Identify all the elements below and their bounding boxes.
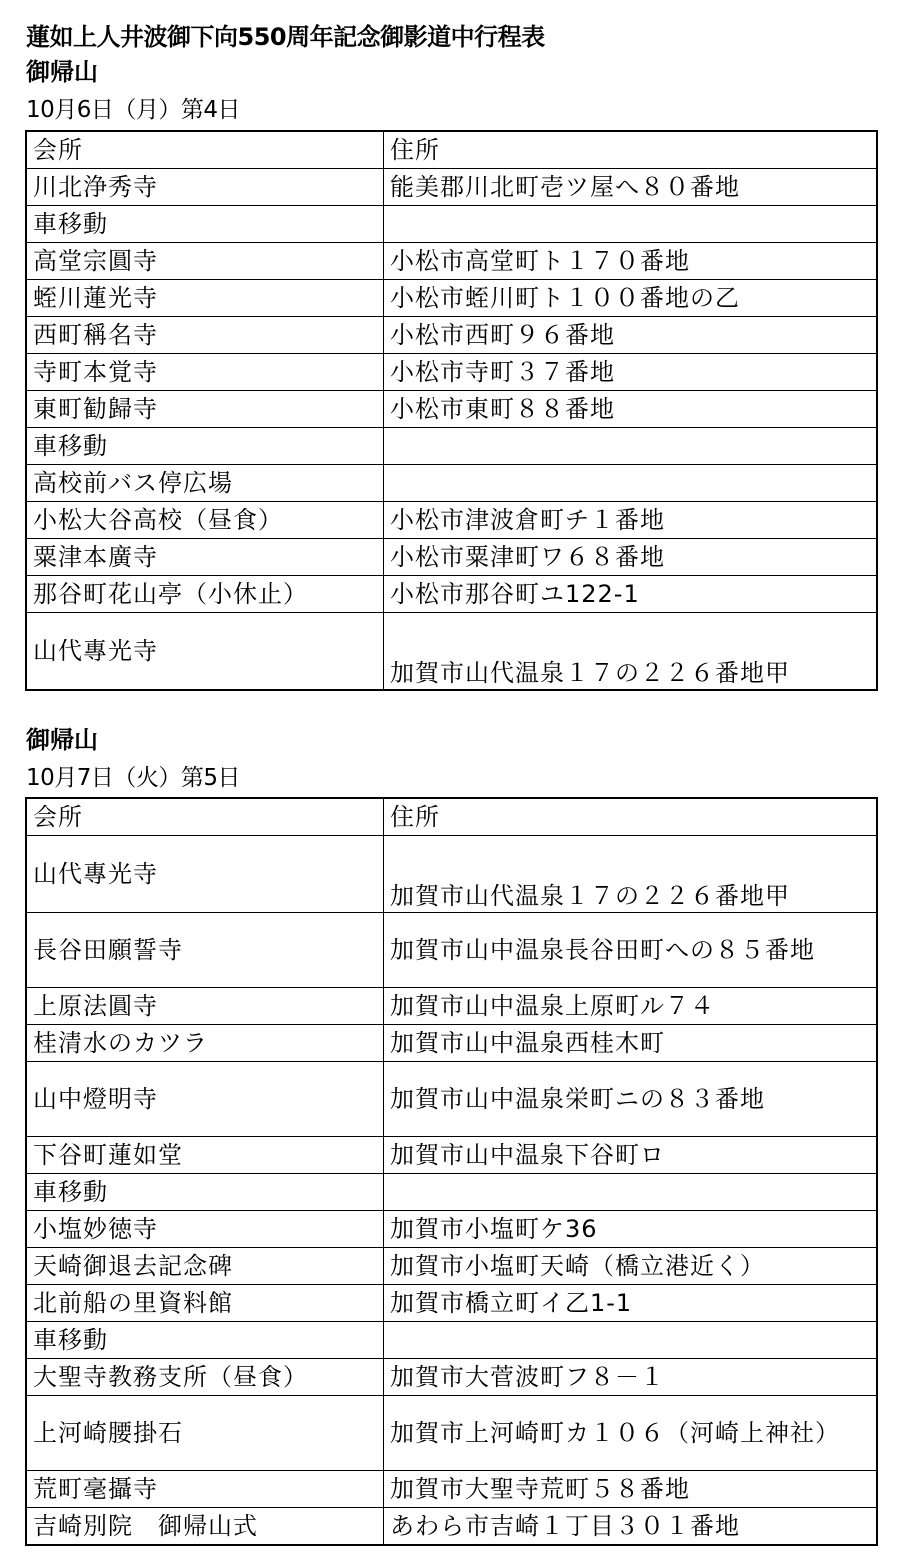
table-row [26,169,877,206]
address-cell: 小松市東町８８番地 [384,391,878,428]
table-row [26,988,877,1025]
table-row [26,1025,877,1062]
address-cell: 加賀市小塩町ケ36 [384,1211,878,1248]
table-header-row [26,131,877,169]
table-row [26,836,877,913]
venue-cell: 西町稱名寺 [26,317,384,354]
venue-cell: 車移動 [26,1322,384,1359]
address-cell: 加賀市山代温泉１７の２２６番地甲 [384,836,878,913]
venue-cell: 長谷田願誓寺 [26,913,384,988]
venue-cell: 蛭川蓮光寺 [26,280,384,317]
section-heading: 御帰山 [26,726,98,754]
address-cell: 加賀市山中温泉下谷町ロ [384,1137,878,1174]
address-cell: 小松市蛭川町ト１００番地の乙 [384,280,878,317]
table-header-row [26,798,877,836]
address-cell: 小松市寺町３７番地 [384,354,878,391]
table-row [26,1471,877,1508]
venue-cell: 天崎御退去記念碑 [26,1248,384,1285]
venue-cell: 桂清水のカツラ [26,1025,384,1062]
venue-cell: 小松大谷高校（昼食） [26,502,384,539]
address-header: 住所 [384,131,878,169]
venue-cell: 車移動 [26,206,384,243]
table-row [26,1508,877,1546]
table-row [26,613,877,691]
table-row [26,539,877,576]
venue-cell: 上原法圓寺 [26,988,384,1025]
schedule-table-day5 [25,797,878,1546]
table-row [26,913,877,988]
venue-cell: 東町勧歸寺 [26,391,384,428]
address-cell [384,1322,878,1359]
table-row [26,1248,877,1285]
table-row [26,317,877,354]
venue-header: 会所 [26,131,384,169]
table-row [26,243,877,280]
address-cell: 加賀市山中温泉長谷田町への８５番地 [384,913,878,988]
address-cell: 加賀市大菅波町フ８－１ [384,1359,878,1396]
table-row [26,576,877,613]
venue-cell: 寺町本覚寺 [26,354,384,391]
table-row [26,1396,877,1471]
address-cell: 加賀市山代温泉１７の２２６番地甲 [384,613,878,691]
table-row [26,206,877,243]
address-cell: 小松市粟津町ワ６８番地 [384,539,878,576]
venue-cell: 下谷町蓮如堂 [26,1137,384,1174]
table-row [26,391,877,428]
table-row [26,1062,877,1137]
table-row [26,1322,877,1359]
venue-cell: 山代專光寺 [26,836,384,913]
address-cell: 加賀市小塩町天崎（橋立港近く） [384,1248,878,1285]
address-header: 住所 [384,798,878,836]
venue-cell: 川北浄秀寺 [26,169,384,206]
venue-cell: 吉崎別院 御帰山式 [26,1508,384,1546]
venue-header: 会所 [26,798,384,836]
venue-cell: 大聖寺教務支所（昼食） [26,1359,384,1396]
address-cell [384,428,878,465]
table-row [26,428,877,465]
page-title: 蓮如上人井波御下向550周年記念御影道中行程表 [26,23,545,51]
venue-cell: 車移動 [26,428,384,465]
section-date: 10月7日（火）第5日 [26,765,241,791]
venue-cell: 山中燈明寺 [26,1062,384,1137]
address-cell: 加賀市大聖寺荒町５８番地 [384,1471,878,1508]
table-row [26,354,877,391]
table-row [26,1137,877,1174]
address-cell: 小松市那谷町ユ122-1 [384,576,878,613]
table-row [26,1174,877,1211]
address-cell: 加賀市上河崎町カ１０６（河崎上神社） [384,1396,878,1471]
schedule-table-day4 [25,130,878,691]
table-row [26,502,877,539]
venue-cell: 粟津本廣寺 [26,539,384,576]
address-cell: 小松市高堂町ト１７０番地 [384,243,878,280]
section-heading: 御帰山 [26,58,98,86]
address-cell [384,206,878,243]
address-cell: 小松市津波倉町チ１番地 [384,502,878,539]
table-row [26,1359,877,1396]
address-cell: 加賀市山中温泉西桂木町 [384,1025,878,1062]
venue-cell: 車移動 [26,1174,384,1211]
table-row [26,1211,877,1248]
address-cell: 加賀市橋立町イ乙1-1 [384,1285,878,1322]
table-row [26,465,877,502]
address-cell [384,1174,878,1211]
venue-cell: 上河崎腰掛石 [26,1396,384,1471]
table-row [26,1285,877,1322]
venue-cell: 山代專光寺 [26,613,384,691]
address-cell: 加賀市山中温泉上原町ル７４ [384,988,878,1025]
venue-cell: 高堂宗圓寺 [26,243,384,280]
address-cell [384,465,878,502]
venue-cell: 北前船の里資料館 [26,1285,384,1322]
address-cell: 加賀市山中温泉栄町ニの８３番地 [384,1062,878,1137]
table-row [26,280,877,317]
address-cell: あわら市吉崎１丁目３０１番地 [384,1508,878,1546]
section-date: 10月6日（月）第4日 [26,97,241,123]
venue-cell: 高校前バス停広場 [26,465,384,502]
address-cell: 能美郡川北町壱ツ屋へ８０番地 [384,169,878,206]
address-cell: 小松市西町９６番地 [384,317,878,354]
venue-cell: 那谷町花山亭（小休止） [26,576,384,613]
venue-cell: 小塩妙徳寺 [26,1211,384,1248]
venue-cell: 荒町毫攝寺 [26,1471,384,1508]
